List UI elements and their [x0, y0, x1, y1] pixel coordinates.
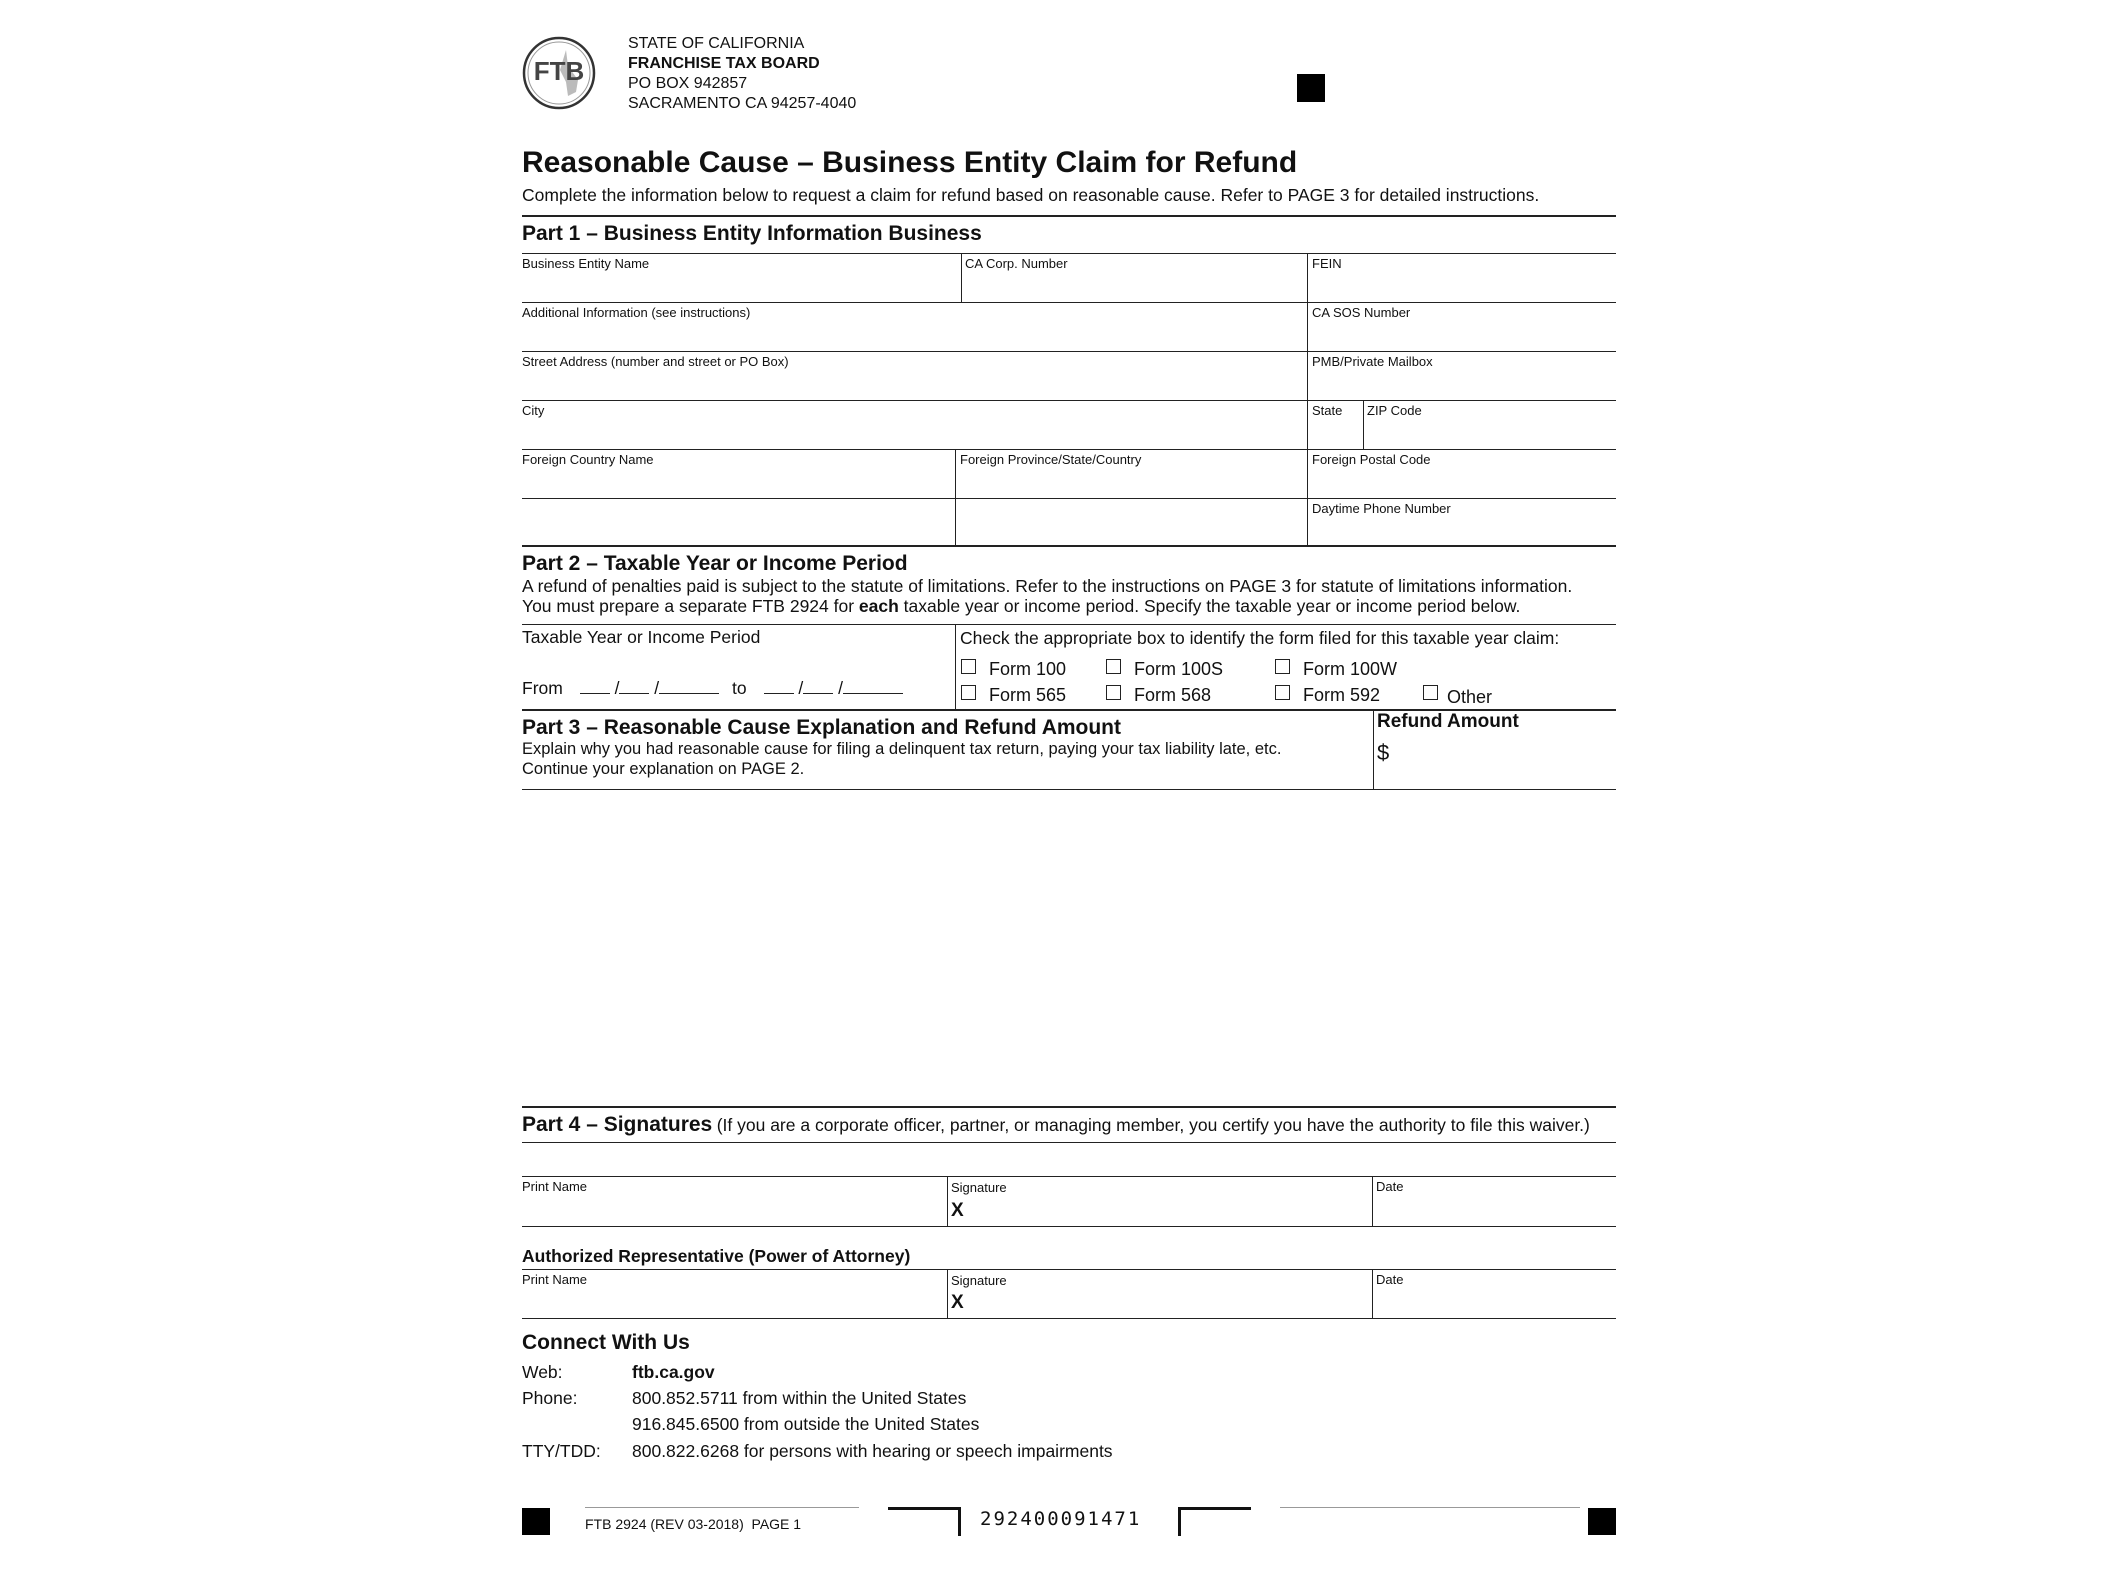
pmb-field[interactable]: [1309, 370, 1615, 398]
bracket-right: [1178, 1507, 1251, 1536]
part2-line2-b: taxable year or income period. Specify the taxable year or income period below.: [898, 596, 1521, 616]
date-field[interactable]: [1374, 1195, 1615, 1225]
form-565-checkbox[interactable]: [961, 685, 976, 700]
authorized-rep-heading: Authorized Representative (Power of Attorney): [522, 1246, 911, 1266]
agency-city: SACRAMENTO CA 94257-4040: [628, 95, 857, 112]
state-field[interactable]: [1309, 419, 1361, 447]
business-entity-name-field[interactable]: [522, 272, 960, 300]
foreign-postal-field[interactable]: [1309, 468, 1615, 496]
signature-label: Signature: [951, 1180, 1007, 1195]
web-link[interactable]: ftb.ca.gov: [632, 1362, 715, 1382]
daytime-phone-label: Daytime Phone Number: [1312, 501, 1451, 516]
rep-signature-field[interactable]: [970, 1288, 1370, 1318]
additional-info-field[interactable]: [522, 321, 1305, 349]
agency-po-box: PO BOX 942857: [628, 75, 748, 92]
barcode-number: 292400091471: [980, 1508, 1142, 1530]
rule: [522, 400, 1616, 401]
part3-heading: Part 3 – Reasonable Cause Explanation and Refund Amount: [522, 716, 1122, 739]
ca-sos-number-field[interactable]: [1309, 321, 1615, 349]
divider: [955, 624, 956, 710]
fein-label: FEIN: [1312, 256, 1342, 271]
ftb-logo: [522, 36, 596, 110]
part4-heading: Part 4 – Signatures: [522, 1113, 713, 1136]
daytime-phone-field[interactable]: [1309, 517, 1615, 545]
to-day-field[interactable]: [803, 679, 833, 694]
to-year-field[interactable]: [843, 679, 903, 694]
signature-field[interactable]: [970, 1195, 1370, 1225]
foreign-province-label: Foreign Province/State/Country: [960, 452, 1142, 467]
agency-name: FRANCHISE TAX BOARD: [628, 55, 820, 72]
divider: [1307, 351, 1308, 400]
logo-text: FTB: [533, 56, 585, 86]
form-100s-label: Form 100S: [1134, 659, 1224, 679]
refund-amount-field[interactable]: [1397, 738, 1615, 784]
signature-x-mark: X: [951, 1200, 964, 1221]
print-name-field[interactable]: [522, 1195, 946, 1225]
foreign-province-field[interactable]: [958, 468, 1305, 496]
divider: [1307, 302, 1308, 351]
rep-date-field[interactable]: [1374, 1288, 1615, 1318]
form-592-checkbox[interactable]: [1275, 685, 1290, 700]
phone-label: Phone:: [522, 1388, 578, 1408]
divider: [1307, 449, 1308, 498]
bracket-left: [888, 1507, 961, 1536]
connect-heading: Connect With Us: [522, 1331, 690, 1354]
tty-number: 800.822.6268 for persons with hearing or speech impairments: [632, 1441, 1113, 1461]
form-565-label: Form 565: [989, 685, 1067, 705]
part2-top-rule: [522, 545, 1616, 547]
fein-field[interactable]: [1309, 272, 1615, 300]
divider: [947, 1269, 948, 1319]
city-field[interactable]: [522, 419, 1305, 447]
rule: [522, 1269, 1616, 1270]
ca-sos-number-label: CA SOS Number: [1312, 305, 1411, 320]
part4-note: (If you are a corporate officer, partner, or managing member, you certify you have the authority to file this waiver.): [716, 1115, 1590, 1135]
part2-line2-bold: each: [858, 596, 899, 616]
foreign-country-label: Foreign Country Name: [522, 452, 654, 467]
footer-mark-right: [1588, 1508, 1616, 1535]
rule: [522, 498, 1616, 499]
divider: [955, 498, 956, 547]
form-592-label: Form 592: [1303, 685, 1381, 705]
divider: [1307, 498, 1308, 547]
rule: [522, 449, 1616, 450]
rule: [522, 624, 1616, 625]
part1-heading: Part 1 – Business Entity Information Business: [522, 222, 982, 245]
part3-continue-text: Continue your explanation on PAGE 2.: [522, 760, 805, 778]
refund-amount-label: Refund Amount: [1377, 711, 1519, 732]
part2-heading: Part 2 – Taxable Year or Income Period: [522, 552, 908, 575]
to-label: to: [732, 678, 747, 698]
rep-print-name-label: Print Name: [522, 1272, 588, 1287]
rule: [522, 253, 1616, 254]
ca-corp-number-label: CA Corp. Number: [965, 256, 1068, 271]
zip-code-field[interactable]: [1365, 419, 1615, 447]
form-568-label: Form 568: [1134, 685, 1212, 705]
part3-explain-text: Explain why you had reasonable cause for filing a delinquent tax return, paying your tax liability late, etc.: [522, 740, 1282, 758]
form-568-checkbox[interactable]: [1106, 685, 1121, 700]
part4-heading-line: [522, 1113, 1590, 1137]
form-100s-checkbox[interactable]: [1106, 659, 1121, 674]
part2-line2-a: You must prepare a separate FTB 2924 for: [522, 596, 859, 616]
rep-print-name-field[interactable]: [522, 1288, 946, 1318]
agency-address: [628, 34, 856, 114]
from-day-field[interactable]: [619, 679, 649, 694]
registration-mark: [1297, 74, 1325, 102]
rule: [522, 1176, 1616, 1177]
divider: [1373, 709, 1374, 789]
phone-domestic: 800.852.5711 from within the United States: [632, 1388, 967, 1408]
rule: [522, 351, 1616, 352]
city-label: City: [522, 403, 545, 418]
check-form-label: Check the appropriate box to identify the form filed for this taxable year claim:: [960, 628, 1560, 648]
taxable-period-label: Taxable Year or Income Period: [522, 627, 761, 647]
divider: [961, 253, 962, 302]
from-year-field[interactable]: [659, 679, 719, 694]
business-entity-name-label: Business Entity Name: [522, 256, 650, 271]
rule: [522, 789, 1616, 790]
street-address-field[interactable]: [522, 370, 1305, 398]
footer-rule-left: [585, 1507, 859, 1508]
form-100-label: Form 100: [989, 659, 1067, 679]
form-100-checkbox[interactable]: [961, 659, 976, 674]
part2-statute-text: A refund of penalties paid is subject to the statute of limitations. Refer to the instructions on PAGE 3 for statute of limitations information.: [522, 576, 1573, 596]
zip-code-label: ZIP Code: [1367, 403, 1422, 418]
form-100w-checkbox[interactable]: [1275, 659, 1290, 674]
divider: [1307, 400, 1308, 449]
rule: [522, 1226, 1616, 1227]
form-title: Reasonable Cause – Business Entity Claim for Refund: [522, 146, 1298, 179]
street-address-label: Street Address (number and street or PO Box): [522, 354, 789, 369]
rep-signature-label: Signature: [951, 1273, 1007, 1288]
foreign-postal-label: Foreign Postal Code: [1312, 452, 1431, 467]
other-label: Other: [1447, 687, 1493, 707]
part4-top-rule: [522, 1106, 1616, 1108]
form-100w-label: Form 100W: [1303, 659, 1398, 679]
rule: [522, 1318, 1616, 1319]
form-subtitle: Complete the information below to request a claim for refund based on reasonable cause. Refer to PAGE 3 for detailed instructions.: [522, 185, 1540, 205]
print-name-label: Print Name: [522, 1179, 588, 1194]
from-label: From: [522, 678, 563, 698]
divider: [947, 1176, 948, 1227]
divider: [1307, 253, 1308, 302]
refund-dollar-sign: $: [1377, 740, 1390, 765]
pmb-label: PMB/Private Mailbox: [1312, 354, 1433, 369]
part1-top-rule: [522, 215, 1616, 217]
reasonable-cause-explanation-field[interactable]: [522, 792, 1620, 1106]
additional-info-label: Additional Information (see instructions): [522, 305, 751, 320]
ca-corp-number-field[interactable]: [964, 272, 1306, 300]
footer-mark-left: [522, 1508, 550, 1535]
rep-signature-x-mark: X: [951, 1292, 964, 1313]
agency-state: STATE OF CALIFORNIA: [628, 35, 805, 52]
divider: [1372, 1176, 1373, 1227]
divider: [955, 449, 956, 498]
to-month-field[interactable]: [764, 679, 794, 694]
phone-international: 916.845.6500 from outside the United States: [632, 1414, 980, 1434]
part2-separate-form-text: [522, 596, 1520, 617]
period-range: From / / to / /: [522, 678, 903, 699]
foreign-country-field[interactable]: [522, 468, 954, 496]
date-label: Date: [1376, 1179, 1404, 1194]
divider: [1363, 400, 1364, 449]
form-id: FTB 2924 (REV 03-2018) PAGE 1: [585, 1516, 802, 1532]
rep-date-label: Date: [1376, 1272, 1404, 1287]
web-label: Web:: [522, 1362, 563, 1382]
rule: [522, 1142, 1616, 1143]
footer-rule-right: [1280, 1507, 1580, 1508]
tty-label: TTY/TDD:: [522, 1441, 601, 1461]
divider: [1372, 1269, 1373, 1319]
other-checkbox[interactable]: [1423, 685, 1438, 700]
state-label: State: [1312, 403, 1343, 418]
rule: [522, 302, 1616, 303]
from-month-field[interactable]: [580, 679, 610, 694]
